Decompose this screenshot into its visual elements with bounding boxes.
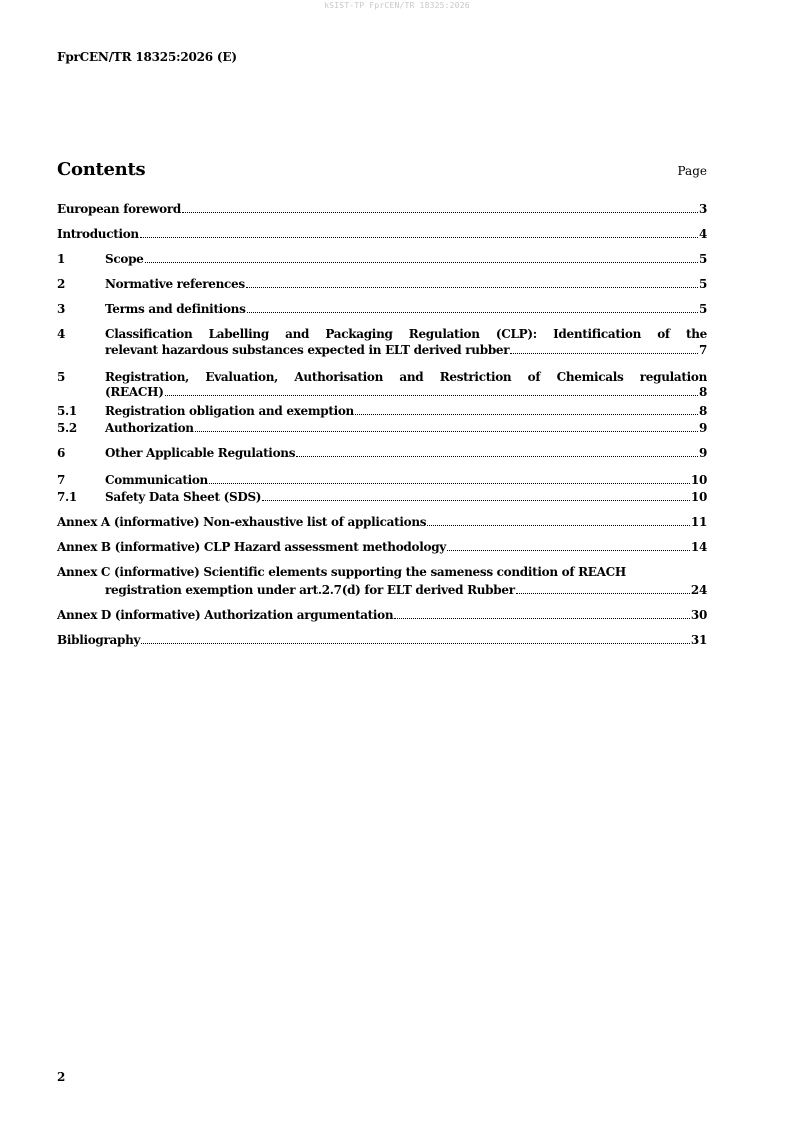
toc-entry-communication[interactable] [57,473,707,487]
dot-leader [516,593,690,594]
dot-leader [394,618,690,619]
toc-entry-number: 1 [57,252,66,266]
dot-leader [247,312,698,313]
toc-entry-page: 4 [698,227,707,241]
toc-entry-number: 7 [57,473,66,487]
toc-entry-bibliography[interactable] [57,633,707,647]
toc-entry-text[interactable]: (REACH) [105,385,164,399]
toc-entry-text[interactable]: Annex B (informative) CLP Hazard assessment methodology [57,540,446,554]
dot-leader [427,525,690,526]
toc-entry-annex-c[interactable] [57,565,707,597]
dot-leader [141,643,690,644]
page-number: 2 [57,1070,66,1084]
toc-entry-page: 5 [698,277,707,291]
dot-leader [510,353,698,354]
dot-leader [145,262,698,263]
toc-entry-text[interactable]: Other Applicable Regulations [105,446,296,460]
toc-entry-number: 5 [57,370,66,384]
toc-entry-annex-a[interactable] [57,515,707,529]
toc-entry-page: 9 [698,421,707,435]
toc-entry-page: 3 [698,202,707,216]
toc-entry-annex-b[interactable] [57,540,707,554]
toc-entry-page: 10 [690,490,707,504]
toc-entry-page: 5 [698,252,707,266]
dot-leader [165,395,698,396]
toc-entry-page: 14 [690,540,707,554]
dot-leader [209,483,690,484]
page-column-label: Page [677,164,707,178]
dot-leader [262,500,690,501]
toc-entry-number: 2 [57,277,66,291]
toc-entry-text-line1[interactable]: Annex C (informative) Scientific elements supporting the sameness condition of REACH [57,565,626,579]
toc-entry-page: 5 [698,302,707,316]
toc-entry-text[interactable]: Bibliography [57,633,141,647]
document-identifier: FprCEN/TR 18325:2026 (E) [57,50,237,64]
toc-entry-page: 8 [698,404,707,418]
watermark: kSIST-TP FprCEN/TR 18325:2026 [324,1,470,10]
toc-entry-text-line1[interactable]: Registration, Evaluation, Authorisation and Restriction of Chemicals regulation [105,370,707,384]
toc-entry-terms-and-definitions[interactable] [57,302,707,316]
toc-entry-number: 5.2 [57,421,77,435]
toc-entry-scope[interactable] [57,252,707,266]
toc-entry-page: 31 [690,633,707,647]
toc-entry-safety-data-sheet[interactable] [57,490,707,504]
toc-entry-number: 5.1 [57,404,77,418]
toc-entry-annex-d[interactable] [57,608,707,622]
toc-entry-text[interactable]: European foreword [57,202,181,216]
toc-entry-page: 30 [690,608,707,622]
toc-entry-page: 10 [690,473,707,487]
contents-heading: Contents [57,159,146,180]
toc-entry-text[interactable]: relevant hazardous substances expected in ELT derived rubber [105,343,510,357]
toc-entry-page: 7 [698,343,707,357]
toc-entry-clp-regulation[interactable] [57,327,707,357]
toc-entry-number: 7.1 [57,490,77,504]
dot-leader [246,287,698,288]
toc-entry-text[interactable]: registration exemption under art.2.7(d) for ELT derived Rubber [105,583,515,597]
toc-entry-text[interactable]: Introduction [57,227,139,241]
toc-entry-other-regulations[interactable] [57,446,707,460]
dot-leader [195,431,698,432]
toc-entry-reach-regulation[interactable] [57,370,707,399]
toc-entry-text[interactable]: Scope [105,252,144,266]
dot-leader [355,414,698,415]
dot-leader [140,237,698,238]
toc-entry-normative-references[interactable] [57,277,707,291]
toc-entry-page: 24 [690,583,707,597]
toc-entry-page: 11 [690,515,707,529]
toc-entry-number: 4 [57,327,66,341]
dot-leader [296,456,698,457]
toc-entry-number: 3 [57,302,66,316]
dot-leader [447,550,690,551]
toc-entry-european-foreword[interactable] [57,202,707,216]
toc-entry-number: 6 [57,446,66,460]
toc-entry-page: 9 [698,446,707,460]
toc-entry-introduction[interactable] [57,227,707,241]
toc-entry-page: 8 [698,385,707,399]
toc-entry-text[interactable]: Annex A (informative) Non-exhaustive list of applications [57,515,427,529]
toc-entry-registration-obligation[interactable] [57,404,707,418]
toc-entry-text[interactable]: Authorization [105,421,194,435]
toc-entry-text[interactable]: Registration obligation and exemption [105,404,354,418]
toc-entry-text[interactable]: Communication [105,473,208,487]
toc-entry-text[interactable]: Annex D (informative) Authorization argumentation [57,608,394,622]
dot-leader [182,212,698,213]
toc-entry-text-line1[interactable]: Classification Labelling and Packaging Regulation (CLP): Identification of the [105,327,707,341]
toc-entry-text[interactable]: Terms and definitions [105,302,246,316]
toc-entry-text[interactable]: Safety Data Sheet (SDS) [105,490,262,504]
toc-entry-text[interactable]: Normative references [105,277,245,291]
toc-entry-authorization[interactable] [57,421,707,435]
